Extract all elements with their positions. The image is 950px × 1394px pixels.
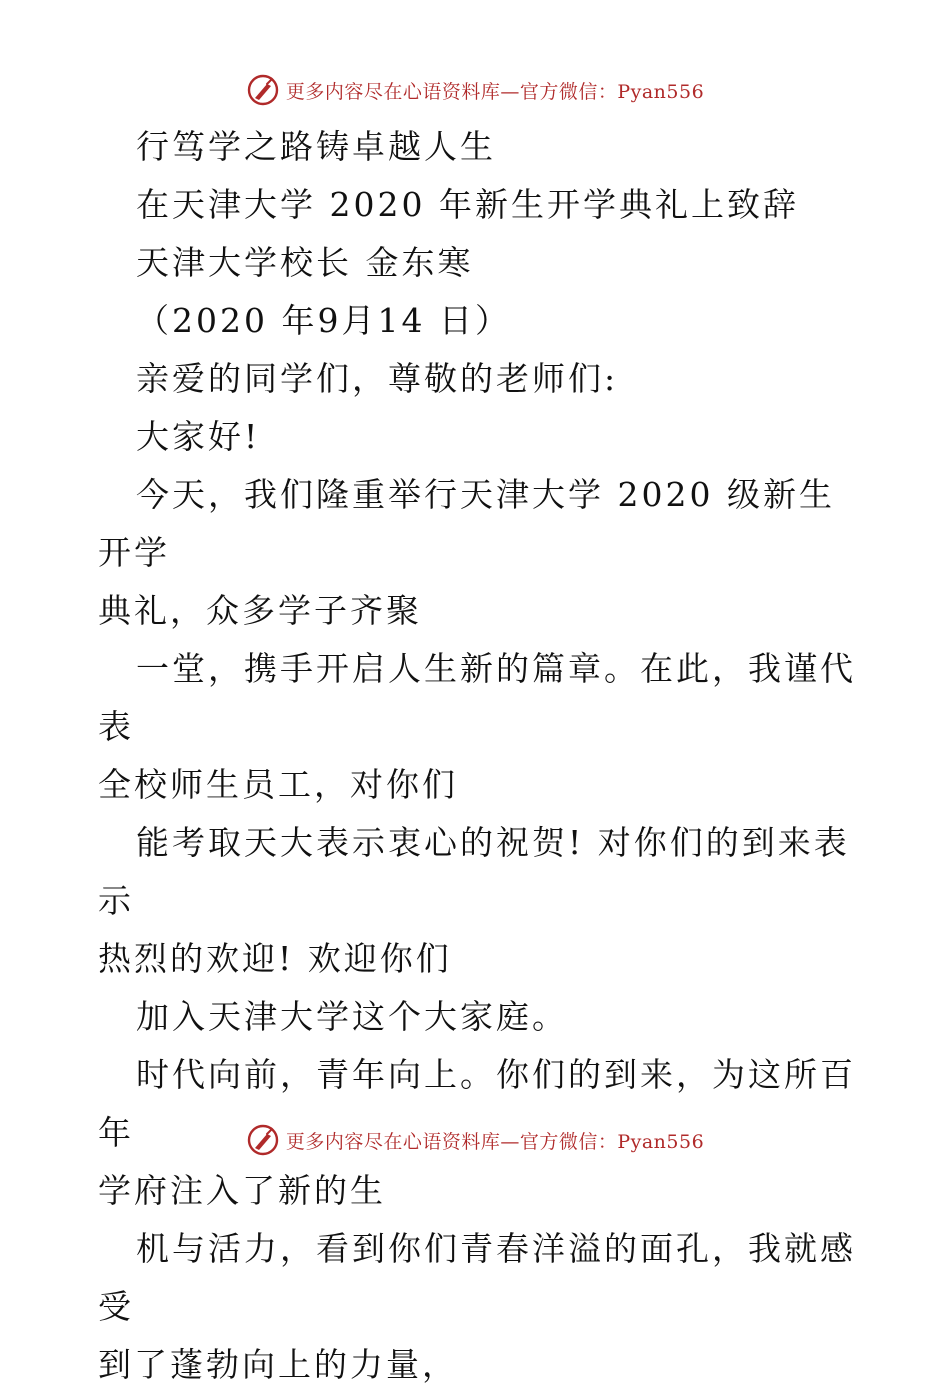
watermark-text: 更多内容尽在心语资料库—官方微信：Pyan556: [285, 1130, 705, 1153]
document-body: [98, 118, 858, 1394]
document-line: 能考取天大表示衷心的祝贺! 对你们的到来表示: [98, 823, 850, 920]
document-line: 全校师生员工，对你们: [98, 765, 458, 804]
document-line: 天津大学校长 金东寒: [136, 243, 474, 282]
document-line: 时代向前，青年向上。你们的到来，为这所百年: [98, 1055, 856, 1152]
document-line: 亲爱的同学们，尊敬的老师们:: [136, 359, 619, 398]
document-line: 学府注入了新的生: [98, 1171, 386, 1210]
document-line: 到了蓬勃向上的力量，: [98, 1345, 458, 1384]
document-line: 大家好!: [136, 417, 261, 456]
header-watermark: [0, 70, 950, 110]
quill-logo-icon: [246, 1123, 280, 1157]
quill-logo-icon: [246, 73, 280, 107]
document-line: 在天津大学 2020 年新生开学典礼上致辞: [136, 185, 799, 224]
document-line: 今天，我们隆重举行天津大学 2020 级新生开学: [98, 475, 835, 572]
document-line: 加入天津大学这个大家庭。: [136, 997, 568, 1036]
document-line: 热烈的欢迎! 欢迎你们: [98, 939, 452, 978]
watermark-text: 更多内容尽在心语资料库—官方微信：Pyan556: [285, 80, 705, 103]
footer-watermark: [0, 1120, 950, 1160]
document-line: 行笃学之路铸卓越人生: [136, 127, 496, 166]
document-line: 典礼，众多学子齐聚: [98, 591, 422, 630]
document-line: 一堂，携手开启人生新的篇章。在此，我谨代表: [98, 649, 856, 746]
document-line: 机与活力，看到你们青春洋溢的面孔，我就感受: [98, 1229, 856, 1326]
document-line: （2020 年9月14 日）: [136, 301, 511, 340]
